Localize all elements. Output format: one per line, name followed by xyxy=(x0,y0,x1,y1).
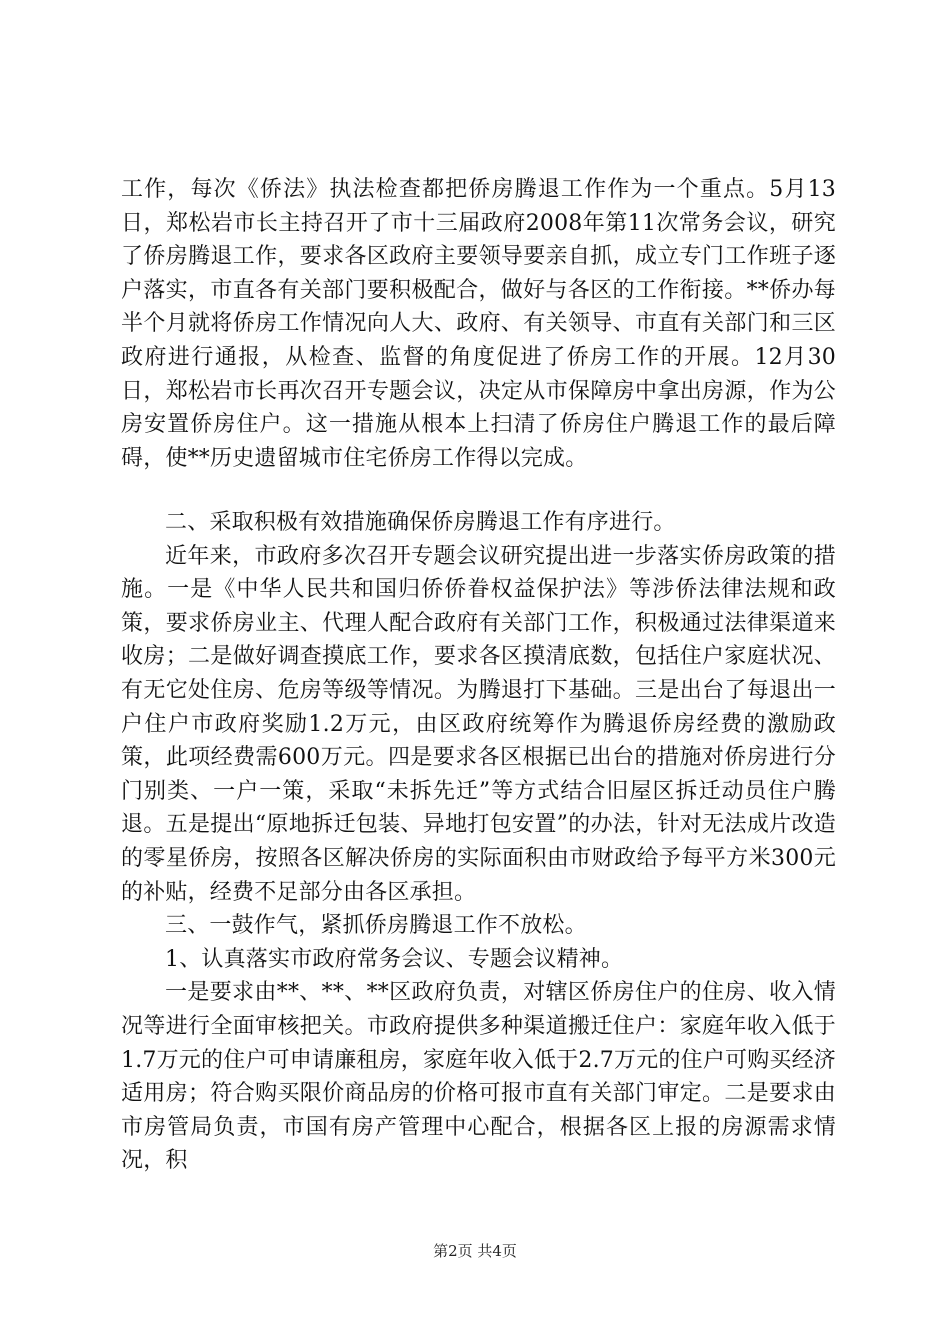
section-heading-2: 二、采取积极有效措施确保侨房腾退工作有序进行。 xyxy=(165,510,676,535)
paragraph: 一是要求由**、**、**区政府负责，对辖区侨房住户的住房、收入情况等进行全面审核把关。市政府提供多种渠道搬迁住户：家庭年收入低于1.7万元的住户可申请廉租房，家庭年收入低于2.7万元的住户可购买经济适用房；符合购买限价商品房的价格可报市直有关部门审定。二是要求由市房管局负责，市国有房产管理中心配合，根据各区上报的房源需求情况，积 xyxy=(121,980,836,1174)
page-number-footer: 第2页 共4页 xyxy=(433,1242,517,1260)
paragraph: 近年来，市政府多次召开专题会议研究提出进一步落实侨房政策的措施。一是《中华人民共和国归侨侨眷权益保护法》等涉侨法律法规和政策，要求侨房业主、代理人配合政府有关部门工作，积极通过法律渠道来收房；二是做好调查摸底工作，要求各区摸清底数，包括住户家庭状况、有无它处住房、危房等级等情况。为腾退打下基础。三是出台了每退出一户住户市政府奖励1.2万元，由区政府统筹作为腾退侨房经费的激励政策，此项经费需600万元。四是要求各区根据已出台的措施对侨房进行分门别类、一户一策，采取“未拆先迁”等方式结合旧屋区拆迁动员住户腾退。五是提出“原地拆迁包装、异地打包安置”的办法，针对无法成片改造的零星侨房，按照各区解决侨房的实际面积由市财政给予每平方米300元的补贴，经费不足部分由各区承担。 xyxy=(121,543,836,905)
subsection-heading-1: 1、认真落实市政府常务会议、专题会议精神。 xyxy=(165,946,624,972)
text-block-main xyxy=(121,506,836,1178)
section-heading-3: 三、一鼓作气，紧抓侨房腾退工作不放松。 xyxy=(165,913,587,939)
text-block-top xyxy=(121,173,836,475)
paragraph: 工作，每次《侨法》执法检查都把侨房腾退工作作为一个重点。5月13日，郑松岩市长主持召开了市十三届政府2008年第11次常务会议，研究了侨房腾退工作，要求各区政府主要领导要亲自抓，成立专门工作班子逐户落实，市直各有关部门要积极配合，做好与各区的工作衔接。**侨办每半个月就将侨房工作情况向人大、政府、有关领导、市直有关部门和三区政府进行通报，从检查、监督的角度促进了侨房工作的开展。12月30日，郑松岩市长再次召开专题会议，决定从市保障房中拿出房源，作为公房安置侨房住户。这一措施从根本上扫清了侨房住户腾退工作的最后障碍，使**历史遗留城市住宅侨房工作得以完成。 xyxy=(121,177,836,471)
